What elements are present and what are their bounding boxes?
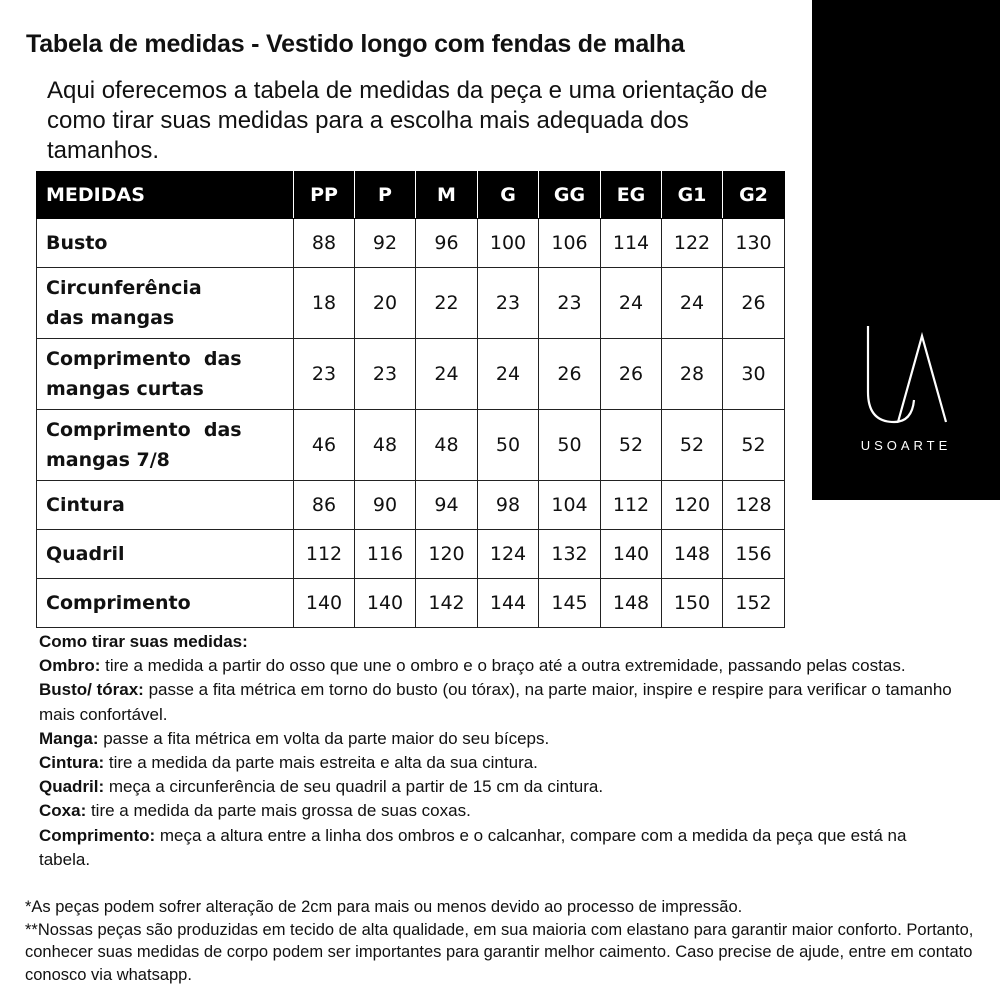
header-size: GG [539, 172, 601, 219]
header-size: G [478, 172, 539, 219]
header-medidas: MEDIDAS [37, 172, 294, 219]
table-cell: 96 [416, 219, 478, 268]
row-label: Circunferência das mangas [37, 268, 294, 339]
table-cell: 26 [723, 268, 785, 339]
table-cell: 90 [355, 481, 416, 530]
ua-monogram-icon [862, 320, 950, 430]
row-label: Quadril [37, 530, 294, 579]
table-cell: 116 [355, 530, 416, 579]
table-cell: 120 [662, 481, 723, 530]
table-cell: 132 [539, 530, 601, 579]
table-cell: 140 [601, 530, 662, 579]
table-cell: 86 [294, 481, 355, 530]
table-header-row [37, 172, 785, 219]
table-cell: 104 [539, 481, 601, 530]
table-cell: 46 [294, 410, 355, 481]
table-cell: 18 [294, 268, 355, 339]
row-label: Busto [37, 219, 294, 268]
intro-text: Aqui oferecemos a tabela de medidas da peça e uma orientação de como tirar suas medidas para a escolha mais adequada dos tamanhos. [47, 77, 768, 164]
table-cell: 152 [723, 579, 785, 628]
table-row [37, 219, 785, 268]
table-cell: 140 [294, 579, 355, 628]
header-size: M [416, 172, 478, 219]
table-cell: 114 [601, 219, 662, 268]
table-cell: 23 [294, 339, 355, 410]
header-size: PP [294, 172, 355, 219]
table-row [37, 579, 785, 628]
table-cell: 23 [539, 268, 601, 339]
table-cell: 30 [723, 339, 785, 410]
table-cell: 26 [601, 339, 662, 410]
table-cell: 52 [723, 410, 785, 481]
table-cell: 142 [416, 579, 478, 628]
table-cell: 94 [416, 481, 478, 530]
table-cell: 24 [662, 268, 723, 339]
table-cell: 24 [601, 268, 662, 339]
table-cell: 120 [416, 530, 478, 579]
header-size: EG [601, 172, 662, 219]
table-row [37, 268, 785, 339]
footnotes [25, 896, 985, 986]
guide-heading: Como tirar suas medidas: [39, 632, 248, 651]
table-cell: 130 [723, 219, 785, 268]
row-label: Comprimento das mangas curtas [37, 339, 294, 410]
table-cell: 98 [478, 481, 539, 530]
table-cell: 23 [478, 268, 539, 339]
table-cell: 24 [478, 339, 539, 410]
table-cell: 112 [601, 481, 662, 530]
page-title: Tabela de medidas - Vestido longo com fendas de malha [26, 30, 685, 58]
row-label: Comprimento [37, 579, 294, 628]
table-cell: 112 [294, 530, 355, 579]
guide-item: Ombro: tire a medida a partir do osso que une o ombro e o braço até a outra extremidade, passando pelas costas. [39, 656, 906, 676]
header-size: G2 [723, 172, 785, 219]
table-cell: 145 [539, 579, 601, 628]
table-row [37, 481, 785, 530]
table-cell: 128 [723, 481, 785, 530]
table-cell: 52 [601, 410, 662, 481]
table-cell: 140 [355, 579, 416, 628]
table-cell: 144 [478, 579, 539, 628]
footnote: *As peças podem sofrer alteração de 2cm para mais ou menos devido ao processo de impressão. [25, 898, 743, 916]
table-cell: 48 [416, 410, 478, 481]
header-size: G1 [662, 172, 723, 219]
measuring-guide [39, 630, 959, 872]
guide-item: Cintura: tire a medida da parte mais estreita e alta da sua cintura. [39, 753, 538, 773]
table-cell: 20 [355, 268, 416, 339]
table-cell: 28 [662, 339, 723, 410]
table-cell: 88 [294, 219, 355, 268]
table-cell: 24 [416, 339, 478, 410]
brand-panel [812, 0, 1000, 500]
row-label: Cintura [37, 481, 294, 530]
brand-name: USOARTE [860, 438, 952, 453]
table-cell: 22 [416, 268, 478, 339]
guide-item: Comprimento: meça a altura entre a linha dos ombros e o calcanhar, compare com a medida da peça que está na tabela. [39, 825, 907, 869]
guide-item: Quadril: meça a circunferência de seu quadril a partir de 15 cm da cintura. [39, 777, 604, 797]
table-row [37, 410, 785, 481]
table-cell: 92 [355, 219, 416, 268]
footnote: **Nossas peças são produzidas em tecido de alta qualidade, em sua maioria com elastano para garantir maior conforto. Portanto, conhecer suas medidas de corpo podem ser importantes para garantir melhor caimento. Caso precise de ajude, entre em contato conosco via whatsapp. [25, 920, 974, 984]
table-cell: 50 [539, 410, 601, 481]
table-cell: 156 [723, 530, 785, 579]
table-row [37, 530, 785, 579]
table-row [37, 339, 785, 410]
table-cell: 148 [662, 530, 723, 579]
table-cell: 48 [355, 410, 416, 481]
table-cell: 148 [601, 579, 662, 628]
table-cell: 52 [662, 410, 723, 481]
table-cell: 100 [478, 219, 539, 268]
table-cell: 106 [539, 219, 601, 268]
guide-item: Coxa: tire a medida da parte mais grossa de suas coxas. [39, 801, 471, 821]
table-cell: 150 [662, 579, 723, 628]
row-label: Comprimento das mangas 7/8 [37, 410, 294, 481]
table-cell: 50 [478, 410, 539, 481]
size-table [36, 171, 785, 628]
table-cell: 23 [355, 339, 416, 410]
table-cell: 26 [539, 339, 601, 410]
header-size: P [355, 172, 416, 219]
guide-item: Manga: passe a fita métrica em volta da parte maior do seu bíceps. [39, 728, 550, 748]
table-cell: 122 [662, 219, 723, 268]
guide-item: Busto/ tórax: passe a fita métrica em torno do busto (ou tórax), na parte maior, inspire e respire para verificar o tamanho mais confortável. [39, 680, 952, 724]
table-cell: 124 [478, 530, 539, 579]
